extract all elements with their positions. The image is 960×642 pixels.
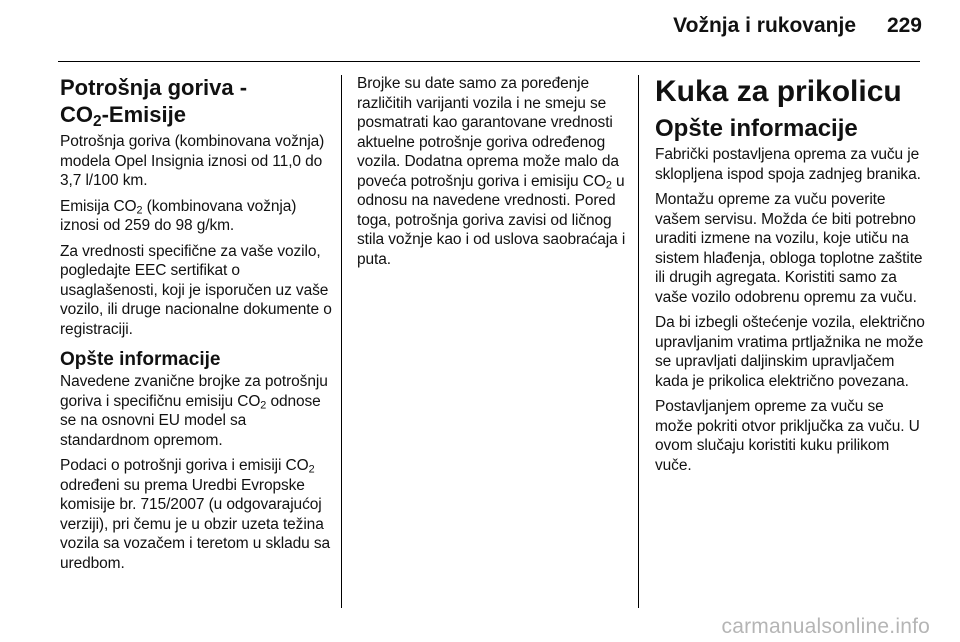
section-heading-trailer-hitch: Kuka za prikolicu [655, 75, 902, 108]
paragraph: Da bi izbegli oštećenje vozila, električno upravljanim vratima prtljažnika ne može se upravljati daljinskim upravljačem kada je prikolica električno povezana. [655, 314, 925, 390]
paragraph: Fabrički postavljena oprema za vuču je sklopljena ispod spoja zadnjeg branika. [655, 146, 921, 183]
paragraph: Postavljanjem opreme za vuču se može pokriti otvor priključka za vuču. U ovom slučaju koristiti kuku prilikom vuče. [655, 398, 920, 474]
paragraph: Brojke su date samo za poređenje različitih varijanti vozila i ne smeju se posmatrati kao garantovane vrednosti aktuelne potrošnje goriva određenog vozila. Dodatna oprema može malo da poveća potrošnju goriva i emisiju $CO_2$ u odnosu na navedene vrednosti. Pored toga, potrošnja goriva zavisi od ličnog stila vožnje kao i od uslova saobraćaja i puta. [357, 75, 626, 268]
watermark: carmanualsonline.info [721, 615, 930, 638]
paragraph: Podaci o potrošnji goriva i emisiji $CO_2$ određeni su prema Uredbi Evropske komisije br. 715/2007 (u odgovarajućoj verziji), pri čemu je u obzir uzeta težina vozila sa vozačem i teretom u skladu sa uredbom. [60, 457, 331, 572]
column-right [655, 74, 925, 481]
page-number: 229 [886, 14, 922, 37]
paragraph: Montažu opreme za vuču poverite vašem servisu. Možda će biti potrebno uraditi izmene na vozilu, koje utiču na sistem hlađenja, obloga toplotne zaštite ili drugih agregata. Koristiti samo za vaše vozilo odobrenu opremu za vuču. [655, 191, 923, 306]
subheading-general-info: Opšte informacije [655, 115, 858, 142]
paragraph: Navedene zvanične brojke za potrošnju goriva i specifičnu emisiju $CO_2$ odnose se na osnovni EU model sa standardnom opremom. [60, 373, 328, 449]
header-rule [58, 61, 920, 62]
column-left [60, 74, 332, 579]
paragraph: Za vrednosti specifične za vaše vozilo, pogledajte EEC sertifikat o usaglašenosti, koji je isporučen uz vaše vozilo, ili druge nacionalne dokumente o registraciji. [60, 242, 332, 338]
column-divider-left [341, 75, 342, 608]
column-divider-right [638, 75, 639, 608]
running-header-title: Vožnja i rukovanje [673, 14, 856, 37]
section-heading-fuel-consumption: Potrošnja goriva - $CO_2$-Emisije [60, 75, 248, 130]
paragraph: Potrošnja goriva (kombinovana vožnja) modela Opel Insignia iznosi od 11,0 do 3,7 l/100 km. [60, 133, 325, 189]
subheading-general-info: Opšte informacije [60, 349, 221, 370]
column-middle [357, 74, 629, 275]
paragraph: Emisija $CO_2$ (kombinovana vožnja) iznosi od 259 do 98 g/km. [60, 197, 297, 234]
